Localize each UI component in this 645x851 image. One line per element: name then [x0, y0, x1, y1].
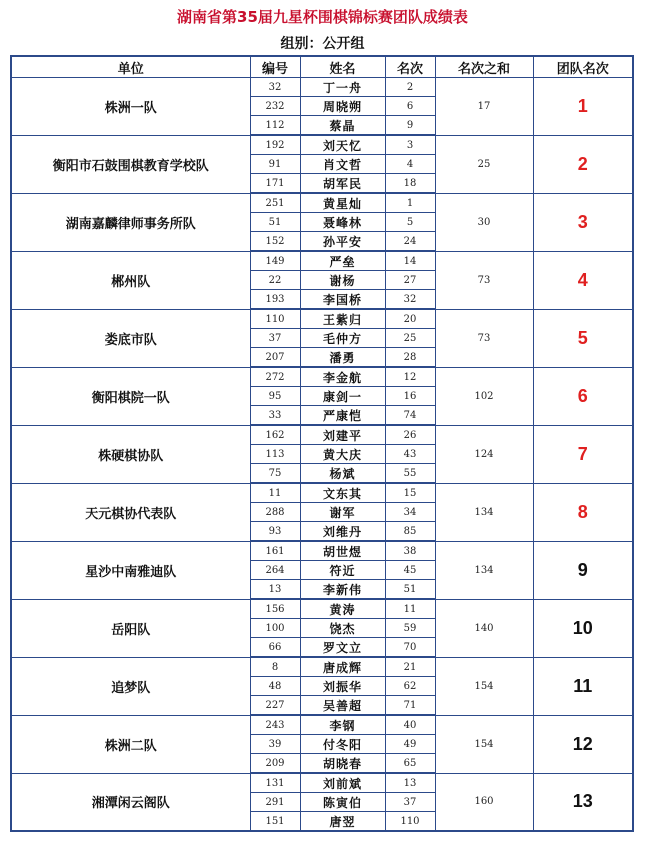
player-number: 227 — [250, 696, 300, 716]
header-row — [11, 56, 633, 78]
team-place: 7 — [533, 425, 633, 483]
player-name: 谢军 — [300, 503, 385, 522]
player-rank: 20 — [385, 309, 435, 329]
player-rank: 38 — [385, 541, 435, 561]
player-rank: 4 — [385, 155, 435, 174]
player-name: 严垒 — [300, 251, 385, 271]
player-name: 文东其 — [300, 483, 385, 503]
player-name: 胡晓春 — [300, 754, 385, 774]
team-unit-name: 株硬棋协队 — [11, 425, 250, 483]
player-number: 161 — [250, 541, 300, 561]
team-rank-sum: 154 — [435, 657, 533, 715]
header-unit: 单位 — [11, 56, 250, 78]
player-number: 112 — [250, 116, 300, 136]
player-number: 110 — [250, 309, 300, 329]
player-number: 113 — [250, 445, 300, 464]
player-number: 32 — [250, 78, 300, 97]
player-name: 符近 — [300, 561, 385, 580]
player-number: 156 — [250, 599, 300, 619]
player-number: 272 — [250, 367, 300, 387]
player-rank: 25 — [385, 329, 435, 348]
player-rank: 13 — [385, 773, 435, 793]
player-name: 李新伟 — [300, 580, 385, 600]
player-name: 毛仲方 — [300, 329, 385, 348]
player-number: 207 — [250, 348, 300, 368]
player-number: 37 — [250, 329, 300, 348]
player-number: 100 — [250, 619, 300, 638]
player-number: 288 — [250, 503, 300, 522]
team-place: 3 — [533, 193, 633, 251]
team-table-body — [11, 78, 633, 832]
team-place: 8 — [533, 483, 633, 541]
player-name: 刘振华 — [300, 677, 385, 696]
team-unit-name: 天元棋协代表队 — [11, 483, 250, 541]
header-number: 编号 — [250, 56, 300, 78]
player-rank: 2 — [385, 78, 435, 97]
player-number: 33 — [250, 406, 300, 426]
player-name: 黄星灿 — [300, 193, 385, 213]
player-rank: 18 — [385, 174, 435, 194]
header-name: 姓名 — [300, 56, 385, 78]
player-name: 李金航 — [300, 367, 385, 387]
team-rank-sum: 25 — [435, 135, 533, 193]
team-place: 12 — [533, 715, 633, 773]
player-number: 11 — [250, 483, 300, 503]
player-name: 吴善超 — [300, 696, 385, 716]
player-name: 饶杰 — [300, 619, 385, 638]
table-row — [11, 541, 633, 561]
group-label: 组别：公开组 — [280, 36, 365, 52]
player-number: 149 — [250, 251, 300, 271]
player-rank: 74 — [385, 406, 435, 426]
player-rank: 55 — [385, 464, 435, 484]
player-name: 谢杨 — [300, 271, 385, 290]
player-name: 孙平安 — [300, 232, 385, 252]
player-rank: 110 — [385, 812, 435, 832]
document-title: 湖南省第35届九星杯围棋锦标赛团队成绩表 — [177, 8, 468, 26]
team-unit-name: 株洲二队 — [11, 715, 250, 773]
player-name: 丁一舟 — [300, 78, 385, 97]
player-number: 192 — [250, 135, 300, 155]
player-rank: 32 — [385, 290, 435, 310]
team-rank-sum: 134 — [435, 483, 533, 541]
team-place: 13 — [533, 773, 633, 831]
player-name: 胡军民 — [300, 174, 385, 194]
team-unit-name: 娄底市队 — [11, 309, 250, 367]
player-number: 131 — [250, 773, 300, 793]
player-rank: 14 — [385, 251, 435, 271]
player-rank: 6 — [385, 97, 435, 116]
table-row — [11, 78, 633, 97]
player-number: 95 — [250, 387, 300, 406]
table-row — [11, 367, 633, 387]
team-unit-name: 衡阳市石鼓围棋教育学校队 — [11, 135, 250, 193]
player-number: 91 — [250, 155, 300, 174]
player-name: 刘前斌 — [300, 773, 385, 793]
player-rank: 71 — [385, 696, 435, 716]
team-rank-sum: 124 — [435, 425, 533, 483]
player-number: 66 — [250, 638, 300, 658]
player-number: 193 — [250, 290, 300, 310]
team-unit-name: 衡阳棋院一队 — [11, 367, 250, 425]
player-number: 152 — [250, 232, 300, 252]
team-place: 10 — [533, 599, 633, 657]
player-name: 杨斌 — [300, 464, 385, 484]
player-name: 付冬阳 — [300, 735, 385, 754]
player-number: 39 — [250, 735, 300, 754]
player-number: 93 — [250, 522, 300, 542]
player-rank: 21 — [385, 657, 435, 677]
header-rank: 名次 — [385, 56, 435, 78]
player-rank: 9 — [385, 116, 435, 136]
player-name: 聂峰林 — [300, 213, 385, 232]
team-rank-sum: 160 — [435, 773, 533, 831]
team-rank-sum: 102 — [435, 367, 533, 425]
team-unit-name: 岳阳队 — [11, 599, 250, 657]
team-rank-sum: 134 — [435, 541, 533, 599]
player-rank: 65 — [385, 754, 435, 774]
team-rank-sum: 17 — [435, 78, 533, 136]
player-number: 51 — [250, 213, 300, 232]
header-team-rank: 团队名次 — [533, 56, 633, 78]
player-number: 264 — [250, 561, 300, 580]
player-number: 13 — [250, 580, 300, 600]
player-rank: 59 — [385, 619, 435, 638]
player-rank: 37 — [385, 793, 435, 812]
team-unit-name: 株洲一队 — [11, 78, 250, 136]
player-rank: 11 — [385, 599, 435, 619]
results-table — [10, 55, 634, 832]
team-place: 5 — [533, 309, 633, 367]
player-number: 151 — [250, 812, 300, 832]
player-rank: 3 — [385, 135, 435, 155]
player-rank: 26 — [385, 425, 435, 445]
player-rank: 70 — [385, 638, 435, 658]
player-rank: 45 — [385, 561, 435, 580]
player-number: 243 — [250, 715, 300, 735]
player-rank: 43 — [385, 445, 435, 464]
team-place: 11 — [533, 657, 633, 715]
table-row — [11, 483, 633, 503]
player-name: 刘天忆 — [300, 135, 385, 155]
player-number: 291 — [250, 793, 300, 812]
player-rank: 28 — [385, 348, 435, 368]
header-rank-sum: 名次之和 — [435, 56, 533, 78]
team-place: 2 — [533, 135, 633, 193]
player-name: 黄大庆 — [300, 445, 385, 464]
player-name: 王紫归 — [300, 309, 385, 329]
player-rank: 12 — [385, 367, 435, 387]
player-name: 唐翌 — [300, 812, 385, 832]
player-name: 周晓朔 — [300, 97, 385, 116]
table-row — [11, 135, 633, 155]
player-name: 胡世煜 — [300, 541, 385, 561]
player-number: 162 — [250, 425, 300, 445]
player-rank: 15 — [385, 483, 435, 503]
table-row — [11, 193, 633, 213]
table-row — [11, 599, 633, 619]
team-place: 9 — [533, 541, 633, 599]
player-number: 209 — [250, 754, 300, 774]
table-row — [11, 657, 633, 677]
player-name: 李国桥 — [300, 290, 385, 310]
player-rank: 51 — [385, 580, 435, 600]
player-name: 唐成辉 — [300, 657, 385, 677]
player-name: 蔡晶 — [300, 116, 385, 136]
player-number: 251 — [250, 193, 300, 213]
team-rank-sum: 73 — [435, 309, 533, 367]
team-place: 4 — [533, 251, 633, 309]
team-unit-name: 星沙中南雅迪队 — [11, 541, 250, 599]
player-rank: 1 — [385, 193, 435, 213]
player-name: 黄涛 — [300, 599, 385, 619]
player-rank: 62 — [385, 677, 435, 696]
team-unit-name: 湘潭闲云阁队 — [11, 773, 250, 831]
team-unit-name: 追梦队 — [11, 657, 250, 715]
player-name: 李钢 — [300, 715, 385, 735]
player-number: 171 — [250, 174, 300, 194]
player-name: 肖文哲 — [300, 155, 385, 174]
player-name: 潘勇 — [300, 348, 385, 368]
team-place: 6 — [533, 367, 633, 425]
table-row — [11, 309, 633, 329]
player-number: 75 — [250, 464, 300, 484]
player-name: 严康恺 — [300, 406, 385, 426]
player-number: 232 — [250, 97, 300, 116]
player-rank: 5 — [385, 213, 435, 232]
team-unit-name: 湖南嘉麟律师事务所队 — [11, 193, 250, 251]
player-name: 刘建平 — [300, 425, 385, 445]
team-unit-name: 郴州队 — [11, 251, 250, 309]
player-number: 22 — [250, 271, 300, 290]
player-name: 康剑一 — [300, 387, 385, 406]
player-rank: 85 — [385, 522, 435, 542]
player-number: 48 — [250, 677, 300, 696]
player-name: 刘维丹 — [300, 522, 385, 542]
player-rank: 27 — [385, 271, 435, 290]
player-rank: 16 — [385, 387, 435, 406]
team-rank-sum: 73 — [435, 251, 533, 309]
team-place: 1 — [533, 78, 633, 136]
team-rank-sum: 30 — [435, 193, 533, 251]
table-row — [11, 773, 633, 793]
player-name: 罗文立 — [300, 638, 385, 658]
player-number: 8 — [250, 657, 300, 677]
player-rank: 34 — [385, 503, 435, 522]
table-row — [11, 715, 633, 735]
table-row — [11, 251, 633, 271]
player-rank: 40 — [385, 715, 435, 735]
team-rank-sum: 154 — [435, 715, 533, 773]
player-rank: 24 — [385, 232, 435, 252]
player-name: 陈寅伯 — [300, 793, 385, 812]
table-row — [11, 425, 633, 445]
team-rank-sum: 140 — [435, 599, 533, 657]
player-rank: 49 — [385, 735, 435, 754]
